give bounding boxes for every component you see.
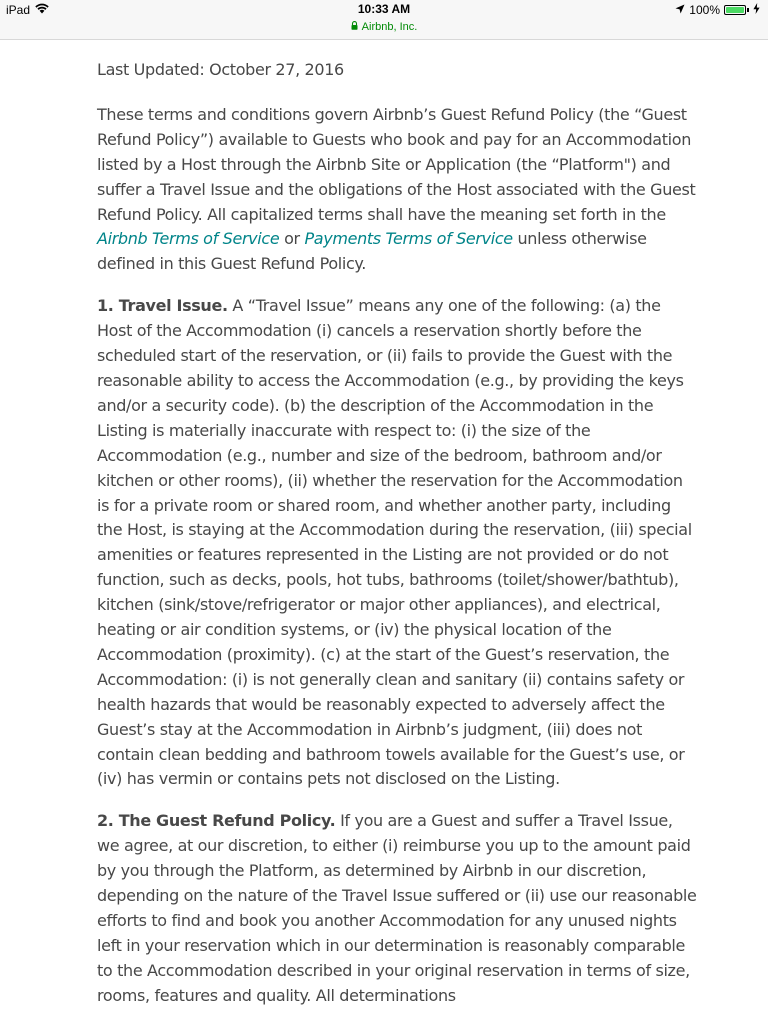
battery-percent: 100% — [689, 3, 720, 17]
battery-icon — [724, 5, 746, 15]
intro-paragraph — [97, 103, 697, 277]
battery-level — [726, 7, 744, 13]
lock-icon — [351, 19, 358, 35]
last-updated: Last Updated: October 27, 2016 — [97, 60, 344, 79]
section-body: If you are a Guest and suffer a Travel Issue, we agree, at our discretion, to either (i) reimburse you up to the amount paid by you through the Platform, as determined by Airbnb in our discretion, depending on the nature of the Travel Issue suffered or (ii) use our reasonable efforts to find and book you another Accommodation for any unused nights left in your reservation which in our determination is reasonably comparable to the Accommodation described in your original reservation in terms of size, rooms, features and quality. All determinations — [97, 811, 697, 1005]
section-body: A “Travel Issue” means any one of the following: (a) the Host of the Accommodation (i) cancels a reservation shortly before the scheduled start of the reservation, or (ii) fails to provide the Guest with the reasonable ability to access the Accommodation (e.g., by providing the keys and/or a security code). (b) the description of the Accommodation in the Listing is materially inaccurate with respect to: (i) the size of the Accommodation (e.g., number and size of the bedroom, bathroom and/or kitchen or other rooms), (ii) whether the reservation for the Accommodation is for a private room or shared room, and whether another party, including the Host, is staying at the Accommodation during the reservation, (iii) special amenities or features represented in the Listing are not provided or do not function, such as decks, pools, hot tubs, bathrooms (toilet/shower/bathtub), kitchen (sink/stove/refrigerator or major other appliances), and electrical, heating or air condition systems, or (iv) the physical location of the Accommodation (proximity). (c) at the start of the Guest’s reservation, the Accommodation: (i) is not generally clean and sanitary (ii) contains safety or health hazards that would be reasonably expected to adversely affect the Guest’s stay at the Accommodation in Airbnb’s judgment, (iii) does not contain clean bedding and bathroom towels available for the Guest’s use, or (iv) has vermin or contains pets not disclosed on the Listing. — [97, 296, 692, 789]
location-arrow-icon — [675, 3, 685, 17]
section-heading: 1. Travel Issue. — [97, 296, 228, 316]
intro-end: unless otherwise defined in this Guest Refund Policy. — [97, 229, 647, 274]
device-label: iPad — [6, 3, 31, 17]
section-travel-issue — [97, 294, 697, 792]
section-guest-refund-policy — [97, 809, 697, 1008]
payments-terms-link[interactable]: Payments Terms of Service — [304, 229, 513, 249]
site-identity: Airbnb, Inc. — [361, 21, 418, 33]
battery-tip — [747, 8, 749, 12]
charging-bolt-icon — [753, 3, 760, 17]
policy-document — [97, 58, 697, 1024]
terms-of-service-link[interactable]: Airbnb Terms of Service — [97, 229, 280, 249]
status-right — [675, 3, 760, 17]
intro-text: These terms and conditions govern Airbnb’s Guest Refund Policy (the “Guest Refund Policy”) available to Guests who book and pay for an Accommodation listed by a Host through the Airbnb Site or Application (the “Platform") and suffer a Travel Issue and the obligations of the Host associated with the Guest Refund Policy. All capitalized terms shall have the meaning set forth in the — [97, 104, 696, 224]
status-bar — [0, 0, 768, 40]
intro-or: or — [279, 229, 305, 249]
status-time: 10:33 AM — [357, 2, 411, 16]
section-heading: 2. The Guest Refund Policy. — [97, 811, 336, 831]
status-center — [0, 2, 768, 35]
address-bar[interactable] — [351, 19, 418, 35]
